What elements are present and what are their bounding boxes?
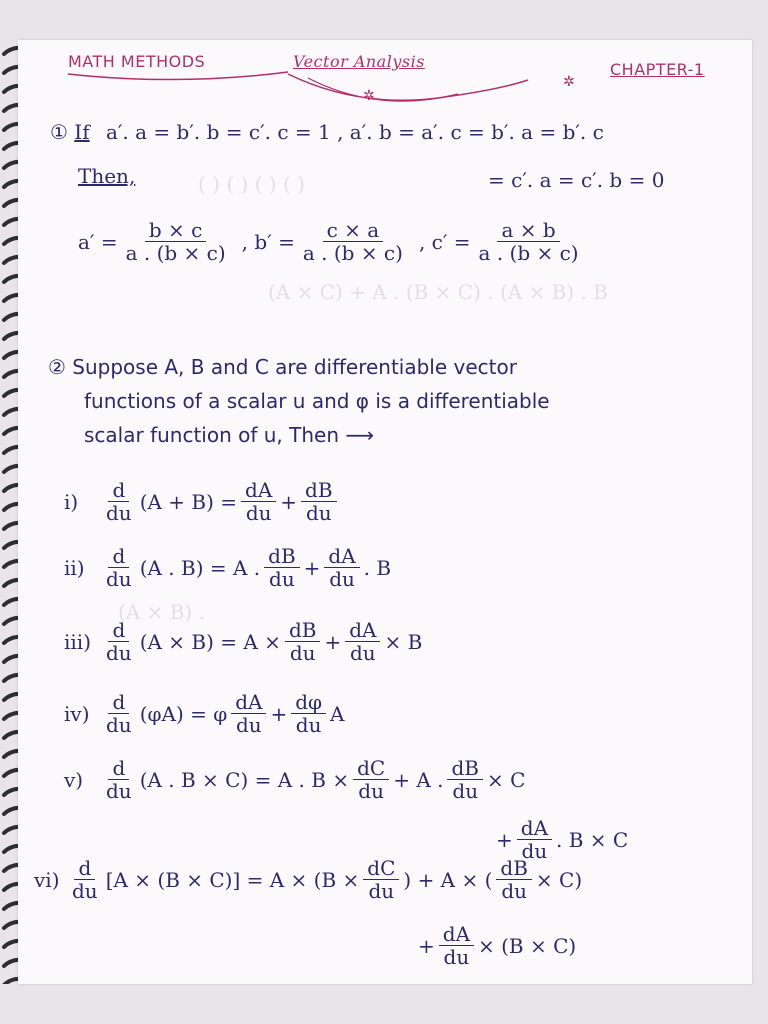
formula-ii: ii) $\frac{d}{du}$ (A . B) = A . $\frac{dB}{du}$ + $\frac{dA}{du}$ . B [64, 544, 392, 591]
svg-text:✲: ✲ [563, 74, 575, 90]
formula-v: v) $\frac{d}{du}$ (A . B × C) = A . B × $\frac{dC}{du}$ + A . $\frac{dB}{du}$ × C [64, 756, 526, 803]
if-word: If [74, 120, 90, 144]
formula-iv: iv) $\frac{d}{du}$ (φA) = φ $\frac{dA}{du}$ + $\frac{d\varphi}{du}$ A [64, 690, 345, 737]
question-number: ② [48, 355, 66, 379]
question-2 [48, 350, 550, 452]
b-prime-lhs: , b′ = [241, 230, 295, 254]
c-prime-denominator: a . (b × c) [478, 241, 579, 265]
reciprocal-formulas [78, 220, 587, 264]
formula-i: i) $\frac{d}{du}$ (A + B) = $\frac{dA}{du}$ + $\frac{dB}{du}$ [64, 480, 341, 524]
q2-line-2: functions of a scalar u and φ is a differentiable [84, 389, 550, 413]
header-chapter: CHAPTER-1 [610, 60, 705, 79]
question-number: ① [50, 120, 68, 144]
header-subject: MATH METHODS [68, 52, 206, 71]
formula-v-continued: + $\frac{dA}{du}$ . B × C [496, 816, 629, 863]
condition-line: a′. a = b′. b = c′. c = 1 , a′. b = a′. c = b′. a = b′. c [105, 120, 604, 144]
q2-line-1: Suppose A, B and C are differentiable vector [72, 355, 517, 379]
notebook-page [18, 40, 752, 984]
then-word: Then, [78, 164, 136, 188]
b-prime-denominator: a . (b × c) [302, 241, 403, 265]
a-prime-denominator: a . (b × c) [125, 241, 226, 265]
question-1 [50, 120, 604, 144]
b-prime-numerator: c × a [323, 220, 384, 242]
formula-vi-continued: + $\frac{dA}{du}$ × (B × C) [418, 922, 577, 969]
condition-line-2: = c′. a = c′. b = 0 [488, 168, 665, 192]
c-prime-lhs: , c′ = [418, 230, 471, 254]
formula-vi: vi) $\frac{d}{du}$ [A × (B × C)] = A × (B × $\frac{dC}{du}$ ) + A × ( $\frac{dB}{du}$ × C) [34, 856, 583, 903]
formula-iii: iii) $\frac{d}{du}$ (A × B) = A × $\frac{dB}{du}$ + $\frac{dA}{du}$ × B [64, 618, 423, 665]
bleed-through: (A × B) . [118, 600, 205, 624]
c-prime-numerator: a × b [497, 220, 559, 242]
svg-text:✲: ✲ [363, 88, 375, 104]
header-flourish [58, 68, 598, 108]
bleed-through: ( ) ( ) ( ) ( ) [198, 172, 305, 196]
bleed-through: (A × C) + A . (B × C) . (A × B) . B [268, 280, 608, 304]
q2-line-3: scalar function of u, Then ⟶ [84, 423, 375, 447]
header-topic: Vector Analysis [293, 52, 425, 71]
a-prime-numerator: b × c [145, 220, 206, 242]
a-prime-lhs: a′ = [78, 230, 118, 254]
formula-label: i) [64, 490, 79, 514]
